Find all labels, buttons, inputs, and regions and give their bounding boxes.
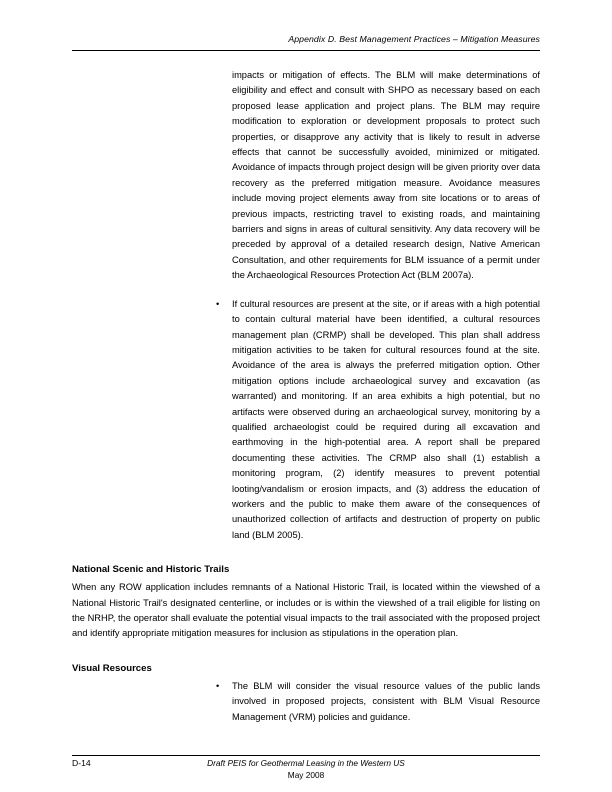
continued-paragraph: impacts or mitigation of effects. The BLM will make determinations of eligibility and effect and consult with SHPO as necessary based on each proposed lease application and project plans. The BLM may require modification to exploration or development proposals to protect such properties, or disapprove any activity that is likely to result in adverse effects that cannot be successfully avoided, minimized or mitigated. Avoidance of impacts through project design will be given priority over data recovery as the preferred mitigation measure. Avoidance measures include moving project elements away from site locations or to areas of previous impacts, restricting travel to existing roads, and maintaining barriers and signs in areas of cultural sensitivity. Any data recovery will be preceded by approval of a detailed research design, Native American Consultation, and other requirements for BLM issuance of a permit under the Archaeological Resources Protection Act (BLM 2007a). [232, 70, 540, 281]
list-item [210, 297, 540, 544]
page-content [72, 68, 540, 725]
footer-divider [72, 755, 540, 756]
section-heading-trails: National Scenic and Historic Trails [72, 564, 230, 576]
list-item-text: The BLM will consider the visual resource values of the public lands involved in proposed projects, consistent with BLM Visual Resource Management (VRM) policies and guidance. [232, 680, 540, 722]
section-heading-visual-resources: Visual Resources [72, 662, 152, 674]
bullet-icon: • [216, 680, 220, 691]
list-item-text: If cultural resources are present at the site, or if areas with a high potential to contain cultural material have been identified, a cultural resources management plan (CRMP) shall be developed. This plan shall address mitigation activities to be taken for cultural resources found at the site. Avoidance of the area is always the preferred mitigation option. Other mitigation options include archaeological survey and excavation (as warranted) and monitoring. If an area exhibits a high potential, but no artifacts were observed during an archaeological survey, monitoring by a qualified archaeologist could be required during all excavation and earthmoving in the high-potential area. A report shall be prepared documenting these activities. The CRMP also shall (1) establish a monitoring program, (2) identify measures to prevent potential looting/vandalism or erosion impacts, and (3) address the education of workers and the public to make them aware of the consequences of unauthorized collection of artifacts and destruction of property on public land (BLM 2005). [232, 298, 540, 540]
page-number: D-14 [72, 758, 91, 768]
footer-center-block [72, 758, 540, 781]
continued-paragraph-block [232, 68, 540, 284]
bullet-icon: • [216, 298, 220, 309]
page-footer [72, 758, 540, 781]
footer-document-title: Draft PEIS for Geothermal Leasing in the Western US [207, 758, 405, 768]
footer-date: May 2008 [287, 769, 325, 780]
list-item [210, 679, 540, 725]
header-divider [72, 50, 540, 51]
section-text-trails: When any ROW application includes remnants of a National Historic Trail, is located within the viewshed of a National Historic Trail's designated centerline, or includes or is within the viewshed of a trail eligible for listing on the NRHP, the operator shall evaluate the potential visual impacts to the trail associated with the proposed project and identify appropriate mitigation measures for inclusion as stipulations in the operation plan. [72, 582, 540, 639]
running-header: Appendix D. Best Management Practices – Mitigation Measures [288, 34, 540, 44]
